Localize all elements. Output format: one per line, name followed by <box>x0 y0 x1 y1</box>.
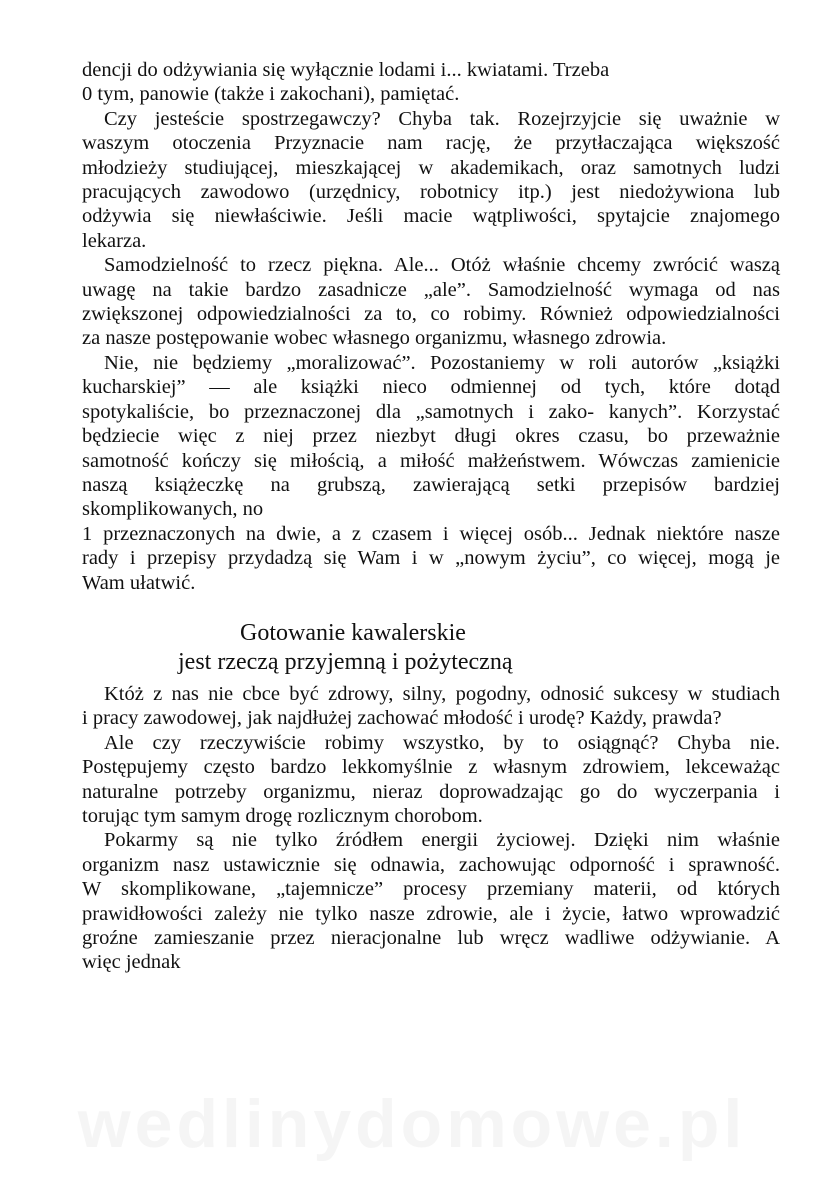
text-line: skomplikowanych, no <box>82 498 264 521</box>
text-line: groźne zamieszanie przez nieracjonalne lub wręcz wadliwe odżywianie. A <box>82 927 780 950</box>
text-line: Nie, nie będziemy „moralizować”. Pozostaniemy w roli autorów „książki <box>104 351 780 374</box>
text-line: lekarza. <box>82 229 147 252</box>
text-line: odżywia się niewłaściwie. Jeśli macie wątpliwości, spytajcie znajomego <box>82 205 780 228</box>
text-line: pracujących zawodowo (urzędnicy, robotnicy itp.) jest niedożywiona lub <box>82 181 780 204</box>
section-heading-line2: jest rzeczą przyjemną i pożyteczną <box>178 649 513 675</box>
text-line: młodzieży studiującej, mieszkającej w akademikach, oraz samotnych ludzi <box>82 156 780 179</box>
text-line: Samodzielność to rzecz piękna. Ale... Otóż właśnie chcemy zwrócić waszą <box>104 254 780 277</box>
text-line: i pracy zawodowej, jak najdłużej zachować młodość i urodę? Każdy, prawda? <box>82 707 722 730</box>
text-line: uwagę na takie bardzo zasadnicze „ale”. Samodzielność wymaga od nas <box>82 278 780 301</box>
text-line: 0 tym, panowie (także i zakochani), pamiętać. <box>82 83 460 106</box>
body-text-part2 <box>82 682 780 975</box>
text-line: Postępujemy często bardzo lekkomyślnie z własnym zdrowiem, lekceważąc <box>82 756 780 779</box>
text-line: Któż z nas nie cbce być zdrowy, silny, pogodny, odnosić sukcesy w studiach <box>104 683 780 705</box>
body-text-part1 <box>82 58 780 595</box>
text-line: za nasze postępowanie wobec własnego organizmu, własnego zdrowia. <box>82 327 667 350</box>
text-line: torując tym samym drogę rozlicznym chorobom. <box>82 805 483 828</box>
paragraph-block-1 <box>82 58 780 595</box>
text-line: samotność kończy się miłością, a miłość małżeństwem. Wówczas zamienicie <box>82 449 780 472</box>
text-line: prawidłowości zależy nie tylko nasze zdrowie, ale i życie, łatwo wprowadzić <box>82 902 780 925</box>
text-line: 1 przeznaczonych na dwie, a z czasem i więcej osób... Jednak niektóre nasze <box>82 522 780 545</box>
text-line: organizm nasz ustawicznie się odnawia, zachowując odporność i sprawność. <box>82 853 780 876</box>
text-line: W skomplikowane, „tajemnicze” procesy przemiany materii, od których <box>82 878 780 901</box>
text-line: naszą książeczkę na grubszą, zawierającą setki przepisów bardziej <box>82 473 780 496</box>
text-line: więc jednak <box>82 951 181 974</box>
section-heading-line1: Gotowanie kawalerskie <box>240 620 466 646</box>
text-line: Pokarmy są nie tylko źródłem energii życiowej. Dzięki nim właśnie <box>104 829 780 852</box>
text-line: Ale czy rzeczywiście robimy wszystko, by to osiągnąć? Chyba nie. <box>104 731 780 754</box>
paragraph-block-2 <box>82 682 780 975</box>
watermark: wedlinydomowe.pl <box>77 1086 747 1162</box>
section-heading <box>0 618 824 680</box>
text-line: kucharskiej” — ale książki nieco odmiennej od tych, które dotąd <box>82 376 780 399</box>
text-line: Czy jesteście spostrzegawczy? Chyba tak. Rozejrzyjcie się uważnie w <box>104 107 780 130</box>
text-line: dencji do odżywiania się wyłącznie lodami i... kwiatami. Trzeba <box>82 59 610 81</box>
text-line: waszym otoczenia Przyznacie nam rację, że przytłaczająca większość <box>82 132 780 155</box>
text-line: będziecie więc z niej przez niezbyt długi okres czasu, bo przeważnie <box>82 425 780 448</box>
text-line: spotykaliście, bo przeznaczonej dla „samotnych i zako- kanych”. Korzystać <box>82 400 780 423</box>
text-line: rady i przepisy przydadzą się Wam i w „nowym życiu”, co więcej, mogą je <box>82 547 780 570</box>
text-line: zwiększonej odpowiedzialności za to, co robimy. Również odpowiedzialności <box>82 303 780 326</box>
text-line: naturalne potrzeby organizmu, nieraz doprowadzając go do wyczerpania i <box>82 780 780 803</box>
text-line: Wam ułatwić. <box>82 571 196 594</box>
